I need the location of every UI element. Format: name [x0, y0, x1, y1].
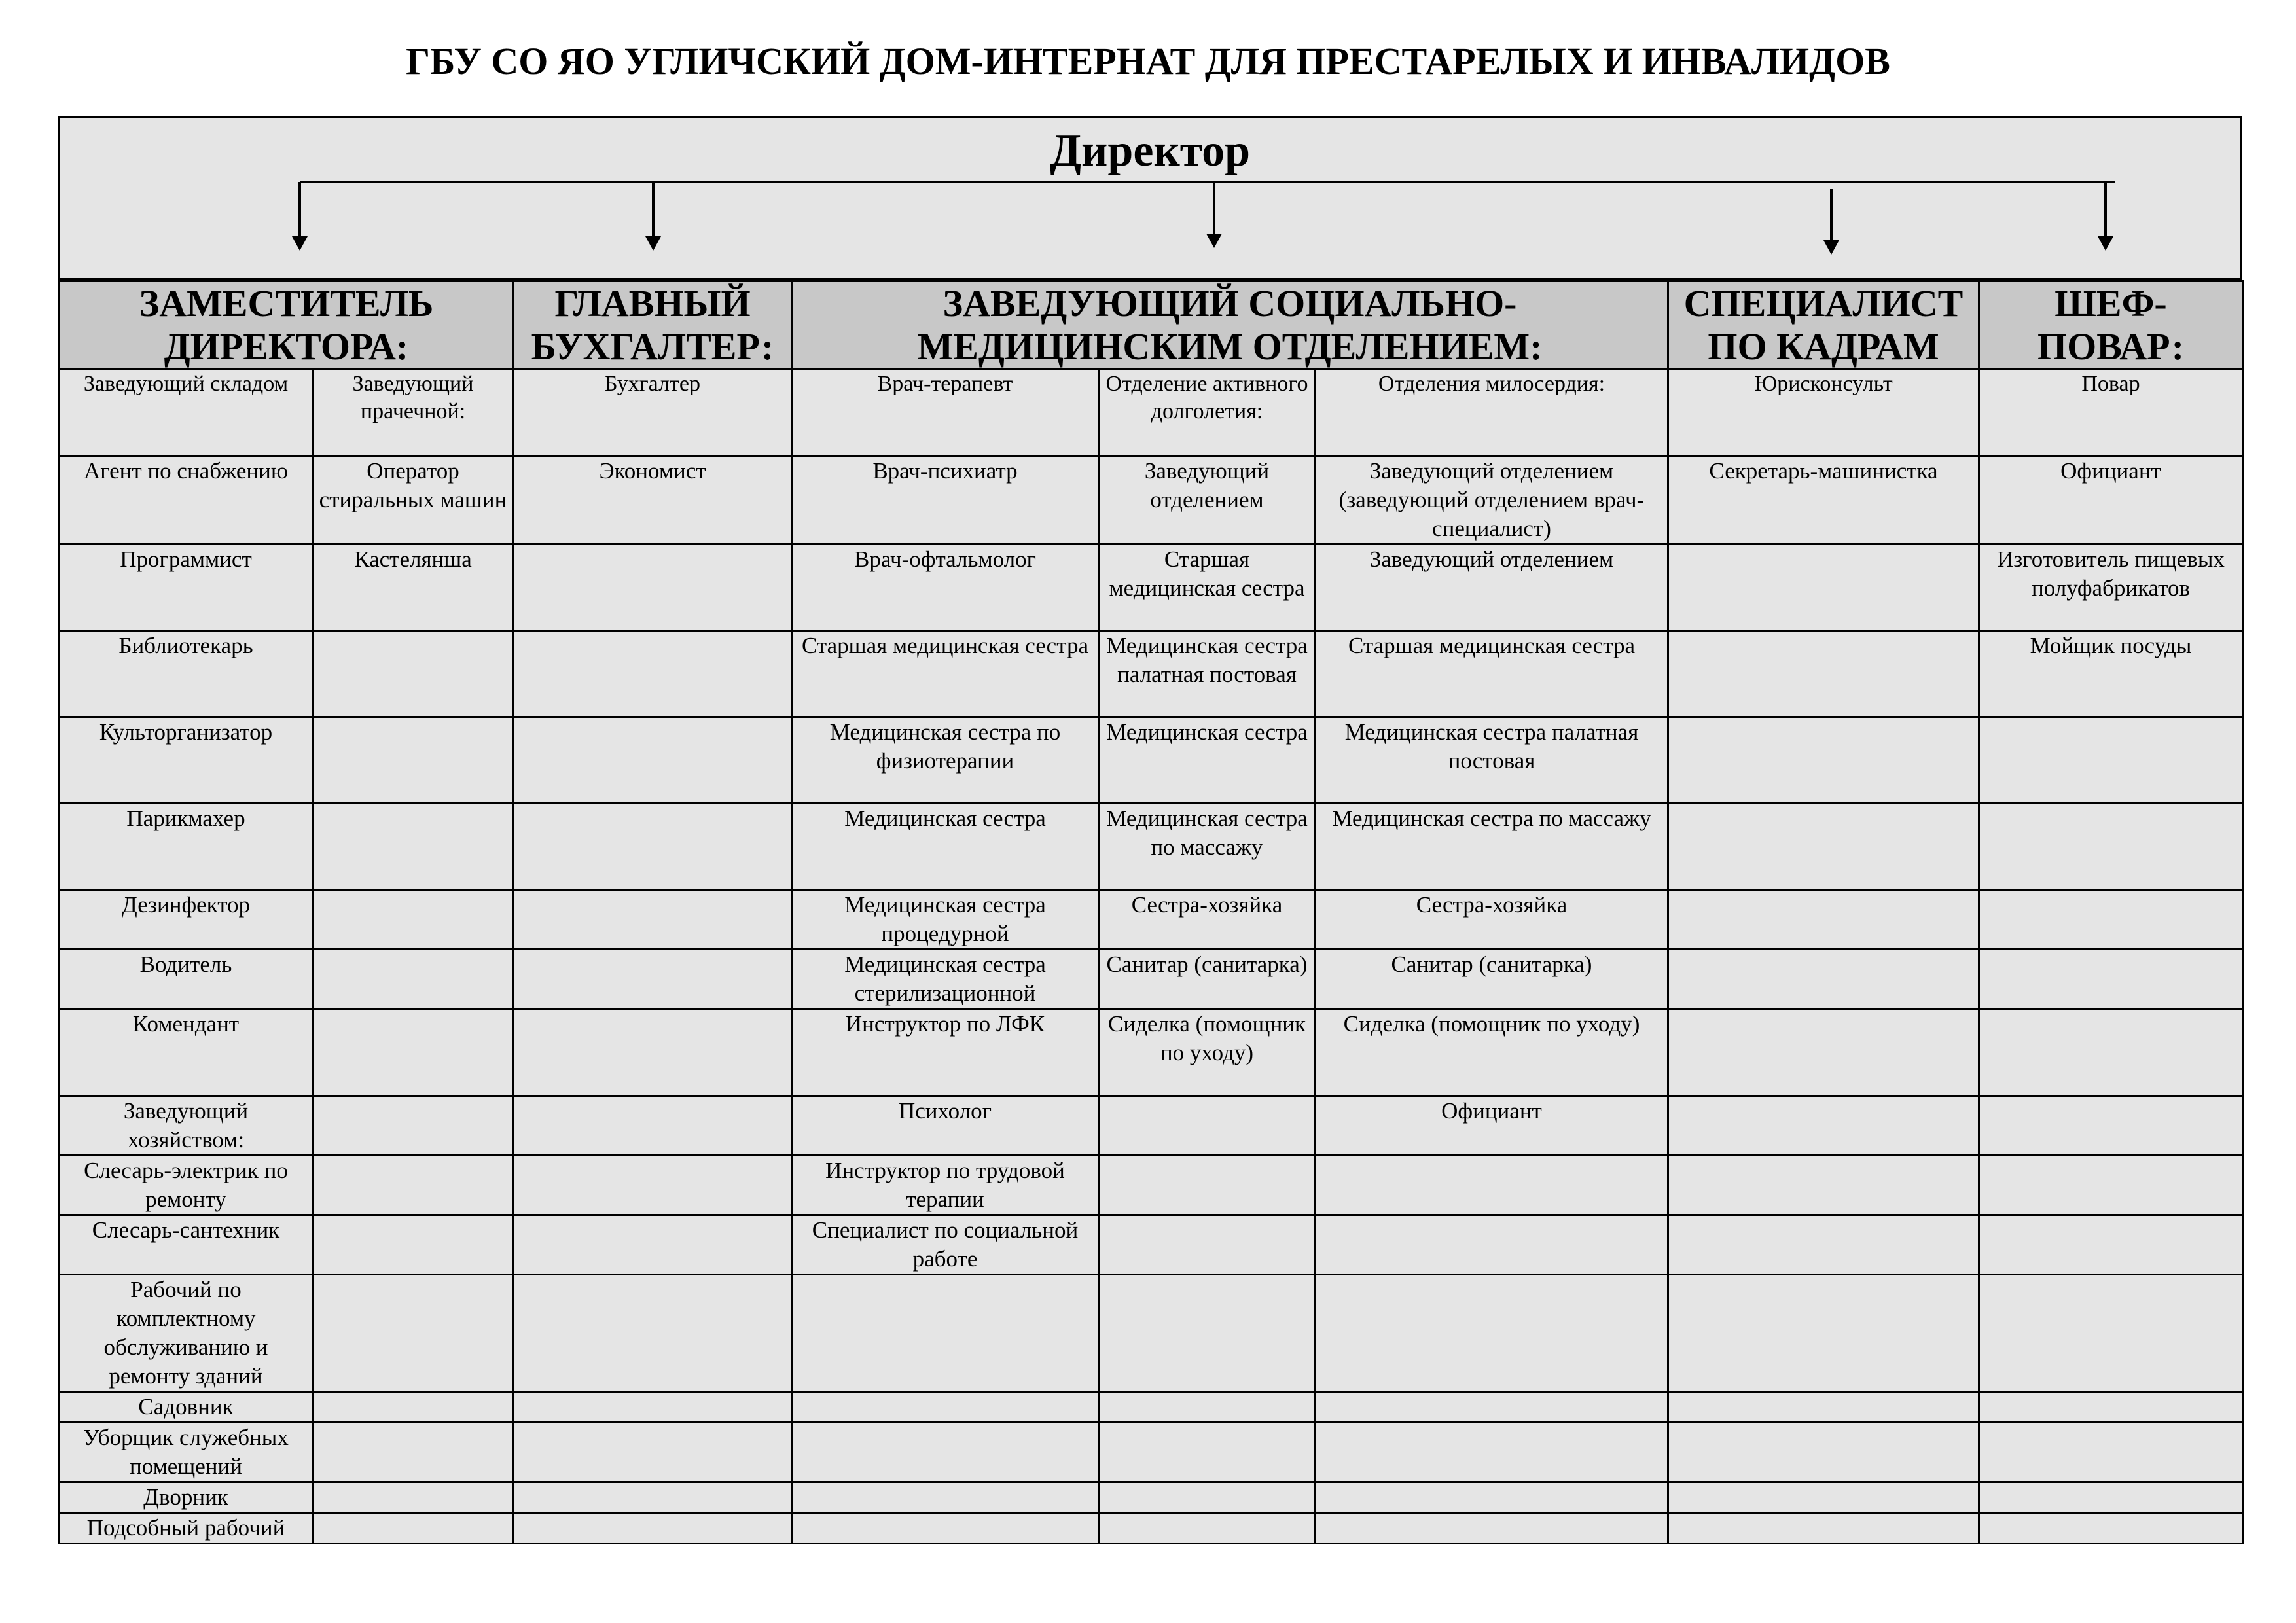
table-cell: Подсобный рабочий [60, 1513, 313, 1544]
table-cell: Сиделка (помощник по уходу) [1316, 1009, 1668, 1096]
table-cell [792, 1423, 1099, 1482]
table-cell: Слесарь-сантехник [60, 1215, 313, 1275]
table-cell [1668, 1215, 1979, 1275]
table-cell: Культорганизатор [60, 717, 313, 804]
table-cell [1316, 1392, 1668, 1423]
table-row [60, 544, 2243, 631]
table-cell: Медицинская сестра по массажу [1316, 804, 1668, 890]
table-cell [1668, 1392, 1979, 1423]
table-cell: Экономист [514, 456, 792, 544]
table-cell [792, 1275, 1099, 1392]
table-cell [1668, 1096, 1979, 1156]
table-cell: Уборщик служебных помещений [60, 1423, 313, 1482]
table-row [60, 456, 2243, 544]
header-row [60, 281, 2243, 370]
table-row [60, 717, 2243, 804]
table-row [60, 1009, 2243, 1096]
table-cell: Отделения милосердия: [1316, 370, 1668, 456]
table-cell [514, 950, 792, 1009]
table-cell [313, 631, 514, 717]
table-cell: Слесарь-электрик по ремонту [60, 1156, 313, 1215]
table-cell [1099, 1096, 1316, 1156]
table-cell [1668, 1156, 1979, 1215]
table-cell [514, 1215, 792, 1275]
table-cell: Кастелянша [313, 544, 514, 631]
table-cell: Специалист по социальной работе [792, 1215, 1099, 1275]
table-cell: Старшая медицинская сестра [1316, 631, 1668, 717]
table-cell: Медицинская сестра процедурной [792, 890, 1099, 950]
table-row [60, 1156, 2243, 1215]
table-cell: Повар [1979, 370, 2243, 456]
table-cell: Инструктор по ЛФК [792, 1009, 1099, 1096]
table-cell: Сестра-хозяйка [1316, 890, 1668, 950]
table-cell [514, 1513, 792, 1544]
table-cell [313, 1513, 514, 1544]
table-cell: Медицинская сестра палатная постовая [1099, 631, 1316, 717]
header-chief-accountant: ГЛАВНЫЙ БУХГАЛТЕР: [514, 281, 792, 370]
table-cell: Медицинская сестра палатная постовая [1316, 717, 1668, 804]
director-box [58, 116, 2242, 280]
table-cell [514, 544, 792, 631]
table-cell: Заведующий складом [60, 370, 313, 456]
header-deputy-director: ЗАМЕСТИТЕЛЬ ДИРЕКТОРА: [60, 281, 514, 370]
table-row [60, 370, 2243, 456]
table-row [60, 1513, 2243, 1544]
table-cell [313, 950, 514, 1009]
table-cell [1316, 1215, 1668, 1275]
table-cell [1668, 804, 1979, 890]
table-cell [514, 631, 792, 717]
table-cell [313, 717, 514, 804]
table-cell [792, 1392, 1099, 1423]
table-cell: Библиотекарь [60, 631, 313, 717]
table-cell [1316, 1156, 1668, 1215]
table-cell [1668, 1482, 1979, 1513]
table-cell: Официант [1979, 456, 2243, 544]
table-cell [1668, 890, 1979, 950]
table-cell [313, 1009, 514, 1096]
table-row [60, 804, 2243, 890]
connector-arrows [60, 118, 2244, 282]
table-cell [514, 1482, 792, 1513]
table-cell [1099, 1482, 1316, 1513]
table-cell [1979, 1482, 2243, 1513]
table-cell [313, 1275, 514, 1392]
table-cell: Дезинфектор [60, 890, 313, 950]
table-cell [792, 1482, 1099, 1513]
table-cell: Санитар (санитарка) [1099, 950, 1316, 1009]
table-cell [313, 1156, 514, 1215]
table-cell: Сиделка (помощник по уходу) [1099, 1009, 1316, 1096]
table-cell: Программист [60, 544, 313, 631]
table-cell: Заведующий отделением (заведующий отделением врач-специалист) [1316, 456, 1668, 544]
table-cell: Врач-терапевт [792, 370, 1099, 456]
table-cell: Мойщик посуды [1979, 631, 2243, 717]
director-title: Директор [1049, 126, 1251, 176]
table-row [60, 950, 2243, 1009]
table-cell: Медицинская сестра стерилизационной [792, 950, 1099, 1009]
table-cell [1979, 1513, 2243, 1544]
table-cell: Комендант [60, 1009, 313, 1096]
table-cell [1668, 717, 1979, 804]
table-cell: Медицинская сестра по массажу [1099, 804, 1316, 890]
table-cell: Отделение активного долголетия: [1099, 370, 1316, 456]
table-cell: Старшая медицинская сестра [792, 631, 1099, 717]
header-chef: ШЕФ-ПОВАР: [1979, 281, 2243, 370]
table-row [60, 1392, 2243, 1423]
table-row [60, 890, 2243, 950]
table-cell: Агент по снабжению [60, 456, 313, 544]
table-cell: Секретарь-машинистка [1668, 456, 1979, 544]
table-cell [1099, 1275, 1316, 1392]
org-table [58, 280, 2244, 1544]
table-cell [313, 1482, 514, 1513]
table-cell: Психолог [792, 1096, 1099, 1156]
table-cell: Заведующий отделением [1316, 544, 1668, 631]
table-cell [313, 804, 514, 890]
table-row [60, 1482, 2243, 1513]
table-cell [1979, 804, 2243, 890]
table-cell [1099, 1156, 1316, 1215]
table-cell: Юрисконсульт [1668, 370, 1979, 456]
table-cell: Санитар (санитарка) [1316, 950, 1668, 1009]
table-cell [1316, 1482, 1668, 1513]
table-cell: Заведующий хозяйством: [60, 1096, 313, 1156]
table-cell [1979, 1096, 2243, 1156]
table-cell [1979, 1423, 2243, 1482]
table-cell: Дворник [60, 1482, 313, 1513]
table-cell [1668, 1009, 1979, 1096]
table-cell: Водитель [60, 950, 313, 1009]
table-cell [1668, 631, 1979, 717]
table-cell: Рабочий по комплектному обслуживанию и ремонту зданий [60, 1275, 313, 1392]
table-cell [1316, 1275, 1668, 1392]
table-cell [514, 1156, 792, 1215]
table-cell: Парикмахер [60, 804, 313, 890]
table-cell [514, 1392, 792, 1423]
table-cell [514, 1096, 792, 1156]
table-cell: Врач-психиатр [792, 456, 1099, 544]
table-row [60, 1275, 2243, 1392]
table-cell [313, 1423, 514, 1482]
table-cell [514, 1275, 792, 1392]
table-cell [313, 890, 514, 950]
table-cell: Заведующий прачечной: [313, 370, 514, 456]
table-cell [1668, 1423, 1979, 1482]
table-cell [1668, 950, 1979, 1009]
table-cell: Официант [1316, 1096, 1668, 1156]
table-cell [313, 1096, 514, 1156]
table-row [60, 1096, 2243, 1156]
table-cell [1099, 1392, 1316, 1423]
table-cell [1099, 1215, 1316, 1275]
table-cell: Врач-офтальмолог [792, 544, 1099, 631]
table-cell: Заведующий отделением [1099, 456, 1316, 544]
table-cell [1668, 544, 1979, 631]
table-cell [514, 1423, 792, 1482]
table-cell [1979, 1215, 2243, 1275]
table-cell [1979, 1009, 2243, 1096]
table-cell [1099, 1513, 1316, 1544]
header-hr-specialist: СПЕЦИАЛИСТ ПО КАДРАМ [1668, 281, 1979, 370]
table-cell [313, 1392, 514, 1423]
table-cell [1316, 1423, 1668, 1482]
table-cell [514, 804, 792, 890]
table-cell [1979, 1392, 2243, 1423]
table-row [60, 1423, 2243, 1482]
table-row [60, 1215, 2243, 1275]
table-row [60, 631, 2243, 717]
table-cell [1979, 890, 2243, 950]
table-cell [514, 1009, 792, 1096]
table-cell [1979, 717, 2243, 804]
table-cell [313, 1215, 514, 1275]
table-cell [1668, 1513, 1979, 1544]
table-cell [514, 717, 792, 804]
table-cell [514, 890, 792, 950]
table-cell [1979, 1275, 2243, 1392]
table-cell: Инструктор по трудовой терапии [792, 1156, 1099, 1215]
table-cell [1099, 1423, 1316, 1482]
table-cell: Сестра-хозяйка [1099, 890, 1316, 950]
table-cell: Оператор стиральных машин [313, 456, 514, 544]
table-cell [1979, 950, 2243, 1009]
table-cell [792, 1513, 1099, 1544]
page-title: ГБУ СО ЯО УГЛИЧСКИЙ ДОМ-ИНТЕРНАТ ДЛЯ ПРЕСТАРЕЛЫХ И ИНВАЛИДОВ [406, 40, 1890, 82]
table-cell: Старшая медицинская сестра [1099, 544, 1316, 631]
table-cell: Садовник [60, 1392, 313, 1423]
table-cell: Изготовитель пищевых полуфабрикатов [1979, 544, 2243, 631]
table-cell [1979, 1156, 2243, 1215]
table-cell: Медицинская сестра [1099, 717, 1316, 804]
table-cell [1668, 1275, 1979, 1392]
table-cell: Бухгалтер [514, 370, 792, 456]
header-medical-head: ЗАВЕДУЮЩИЙ СОЦИАЛЬНО-МЕДИЦИНСКИМ ОТДЕЛЕНИЕМ: [792, 281, 1668, 370]
table-cell: Медицинская сестра [792, 804, 1099, 890]
table-cell: Медицинская сестра по физиотерапии [792, 717, 1099, 804]
table-cell [1316, 1513, 1668, 1544]
